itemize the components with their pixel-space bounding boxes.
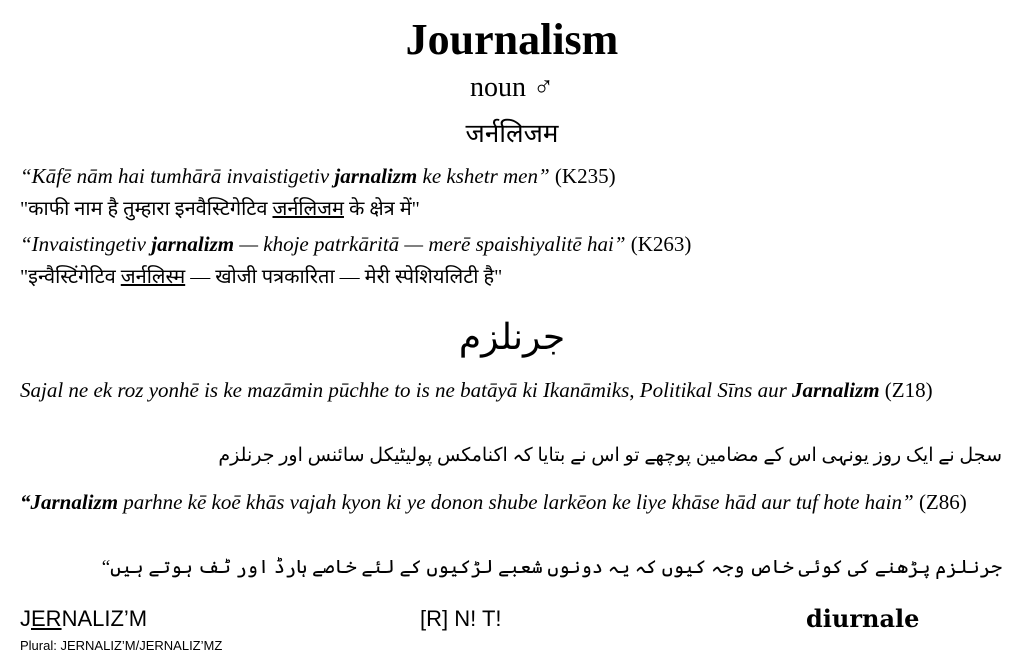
phonetic-part: NALIZ’M — [61, 606, 148, 631]
passage-2-romanized — [20, 488, 1004, 516]
example-quote-text: “Invaistingetiv — [20, 232, 152, 256]
devanagari-text: — खोजी पत्रकारिता — मेरी स्पेशियलिटी है" — [185, 266, 503, 288]
part-of-speech: noun ♂ — [470, 72, 554, 103]
etymon: diurnale — [806, 604, 920, 633]
passage-2-urdu: جرنلزم پڑھنے کی کوئی خاص وجہ کیوں کہ یہ دونوں شعبے لڑکیوں کے لئے خاصے ہارڈ اور ٹف ہوتے ہیں“ — [101, 557, 1002, 578]
devanagari-headword: जर्नलिजम — [465, 119, 559, 148]
passage-text: parhne kē koē khās vajah kyon ki ye donon shube larkēon ke liye khāse hād aur tuf hote hain” — [118, 490, 914, 514]
phonetic-spelling — [20, 606, 147, 632]
headword: Journalism — [405, 15, 619, 64]
source-reference: (Z86) — [913, 490, 967, 514]
plural-forms — [20, 638, 222, 653]
devanagari-keyword: जर्नलिस्म — [120, 266, 186, 288]
quote-open: “ — [20, 490, 31, 514]
plural-value: JERNALIZ’M/JERNALIZ’MZ — [60, 638, 223, 653]
devanagari-text: के क्षेत्र में" — [343, 198, 420, 220]
example-1-devanagari — [20, 194, 1004, 221]
example-keyword: jarnalizm — [151, 232, 235, 256]
pronunciation-marker: [R] N! T! — [420, 606, 502, 631]
passage-1-romanized — [20, 376, 1004, 404]
plural-label: Plural: — [20, 638, 57, 653]
example-2-devanagari — [20, 262, 1004, 289]
source-reference: (Z18) — [879, 378, 933, 402]
example-quote-text: “Kāfē nām hai tumhārā invaistigetiv — [20, 164, 335, 188]
stressed-syllable: ER — [31, 606, 62, 631]
passage-keyword: Jarnalizm — [792, 378, 880, 402]
source-reference: (K235) — [549, 164, 616, 188]
example-2-romanized — [20, 232, 1004, 257]
example-keyword: jarnalizm — [334, 164, 418, 188]
phonetic-part: J — [20, 606, 31, 631]
source-reference: (K263) — [625, 232, 692, 256]
devanagari-text: "इन्वैस्टिंगेटिव — [20, 266, 121, 288]
example-1-romanized — [20, 164, 1004, 189]
example-quote-text: ke kshetr men” — [417, 164, 550, 188]
passage-1-urdu: سجل نے ایک روز یونہی اس کے مضامین پوچھے تو اس نے بتایا کہ اکنامکس پولیٹیکل سائنس اور جرنلزم — [218, 445, 1002, 466]
passage-keyword: Jarnalizm — [30, 490, 119, 514]
example-quote-text: — khoje patrkāritā — merē spaishiyalitē hai” — [234, 232, 626, 256]
devanagari-text: "काफी नाम है तुम्हारा इनवैस्टिगेटिव — [20, 198, 273, 220]
urdu-headword: جرنلزم — [458, 317, 566, 357]
devanagari-keyword: जर्नलिजम — [272, 198, 344, 220]
passage-text: Sajal ne ek roz yonhē is ke mazāmin pūchhe to is ne batāyā ki Ikanāmiks, Politikal Sīns aur — [20, 378, 787, 402]
